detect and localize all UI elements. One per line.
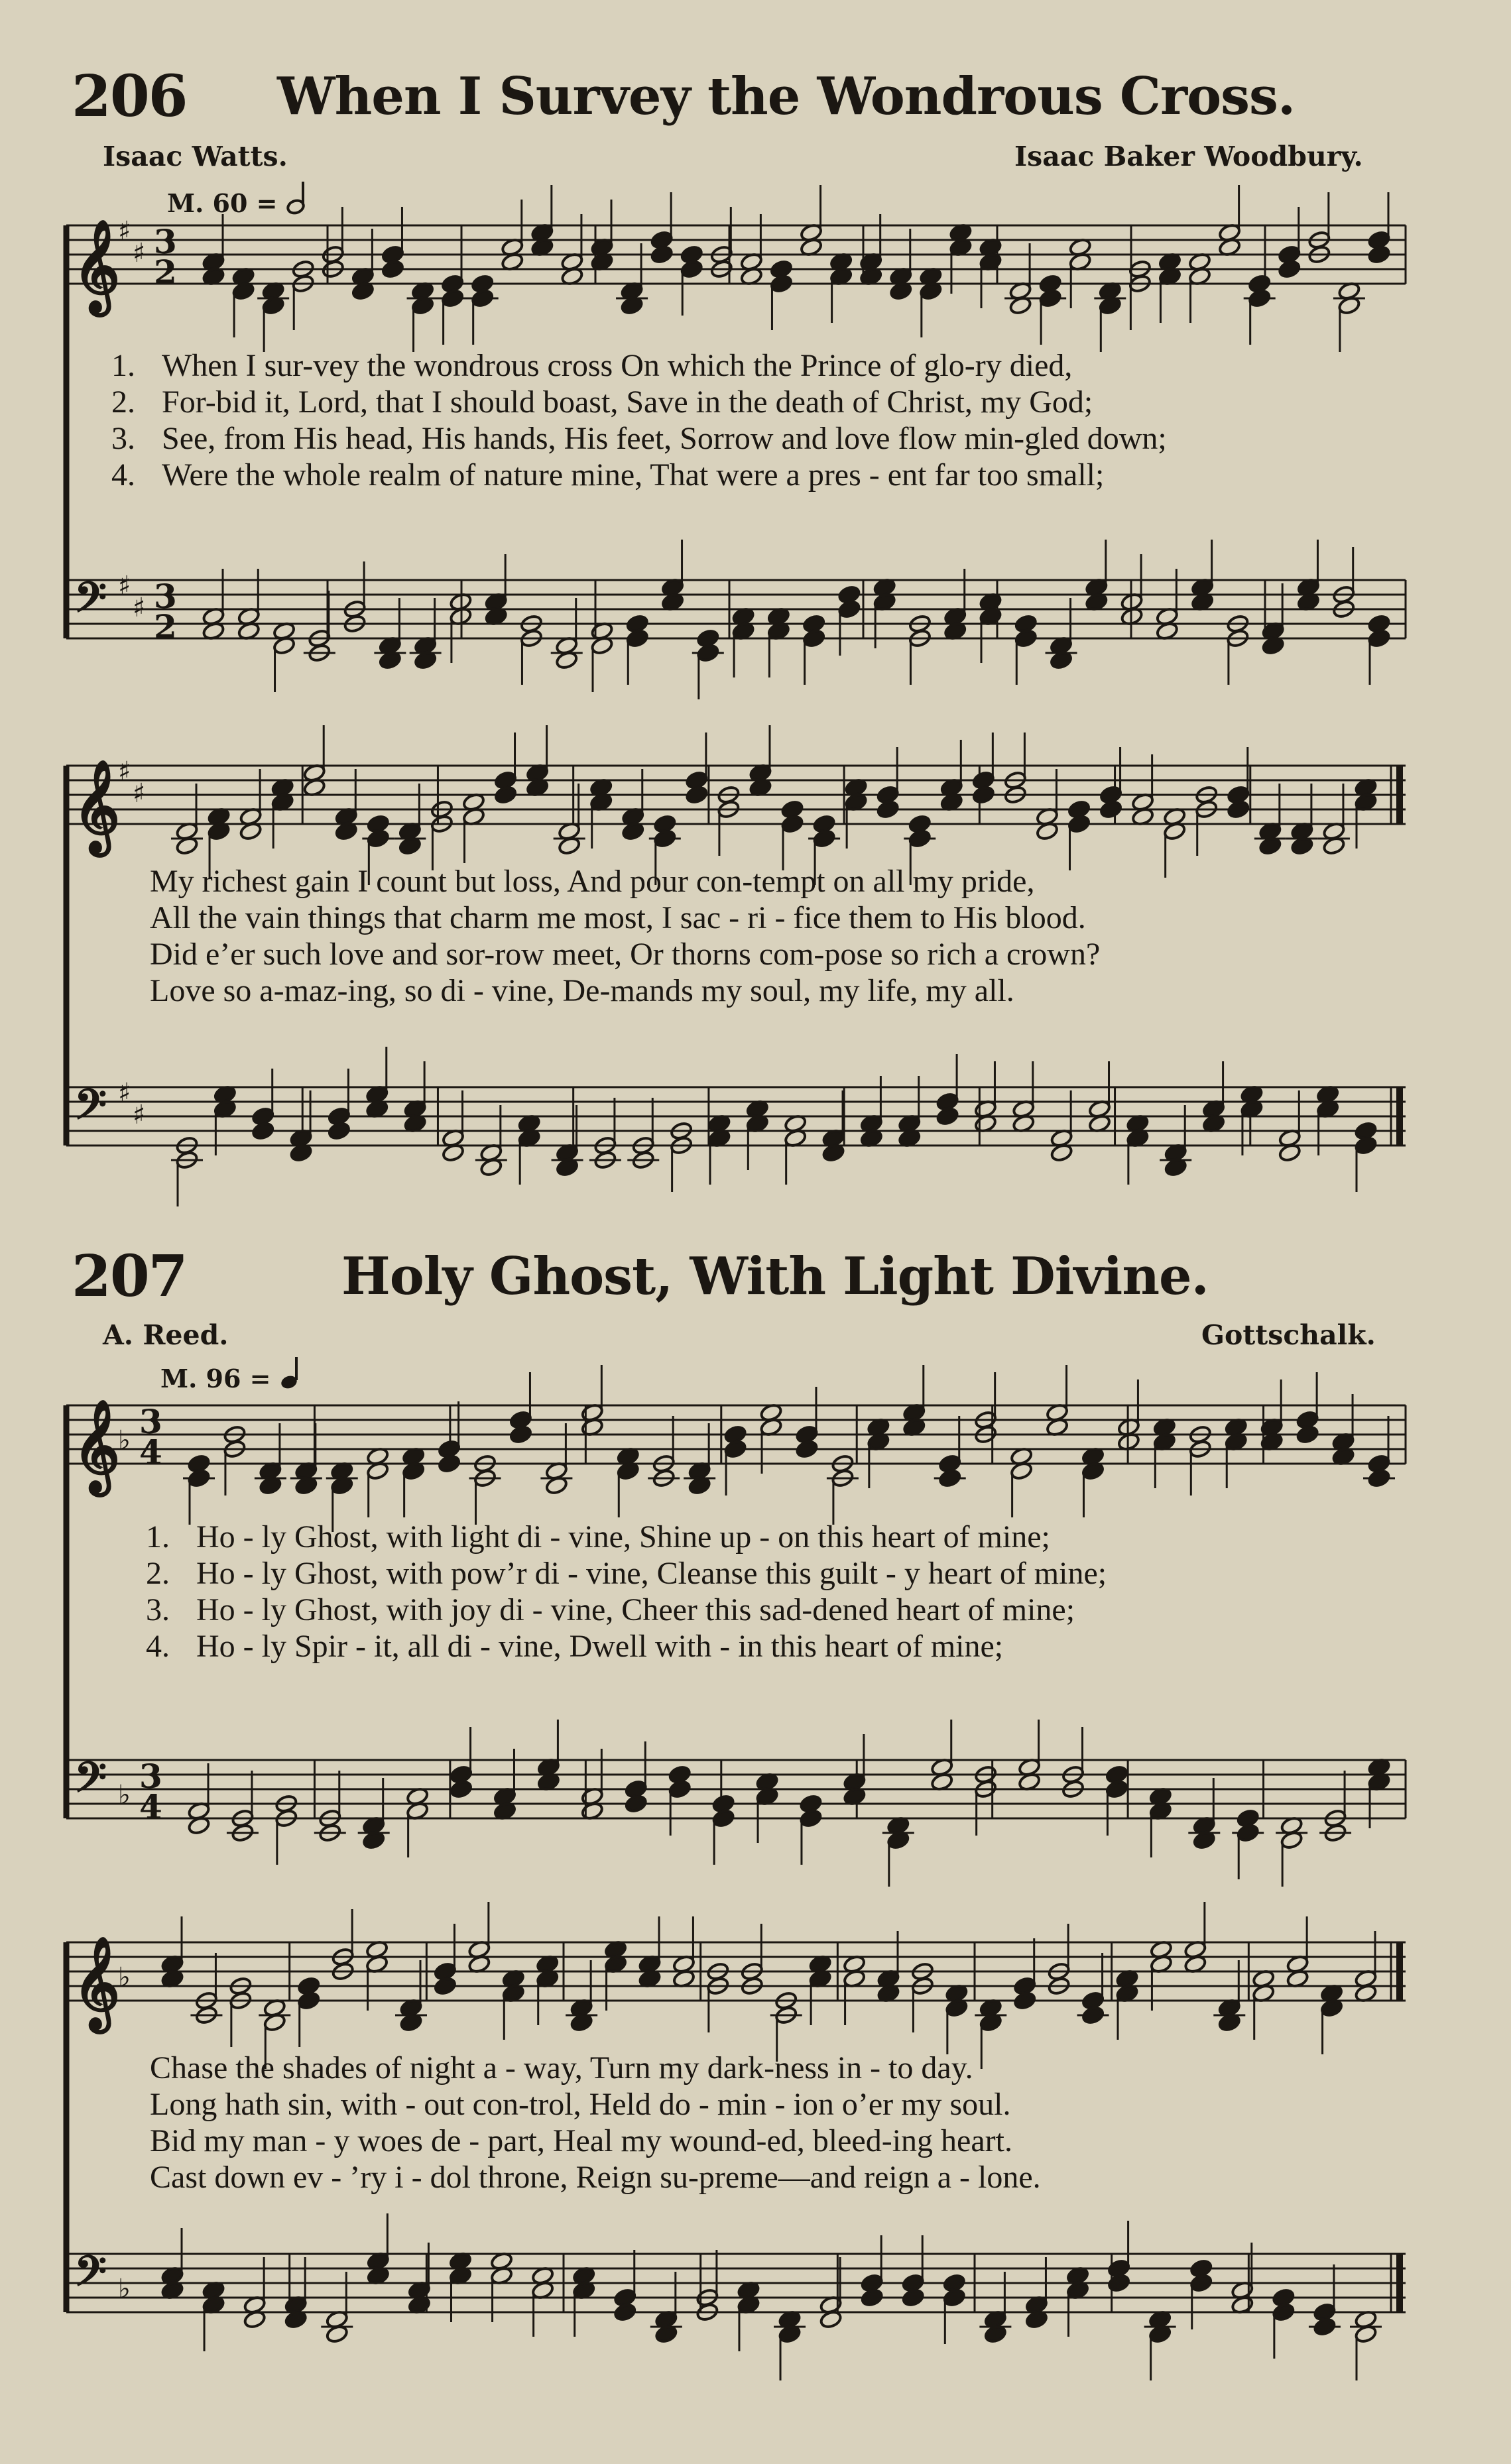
time-signature-top: 3: [139, 1402, 162, 1441]
lyric-line: Love so a-maz-ing, so di - vine, De-mands my soul, my life, my all.: [150, 973, 1014, 1008]
time-signature-top: 3: [154, 222, 177, 261]
lyric-text: For-bid it, Lord, that I should boast, Save in the death of Christ, my God;: [162, 384, 1093, 420]
note-head: [650, 245, 674, 264]
note-head: [780, 814, 804, 834]
hymn-number: 206: [72, 63, 187, 130]
verse-number: 4.: [111, 457, 135, 493]
sharp-icon: ♯: [118, 215, 131, 247]
note-head: [861, 2288, 884, 2308]
note-head: [450, 1779, 473, 1799]
lyric-line: Cast down ev - ’ry i - dol throne, Reign su-preme—and reign a - lone.: [150, 2160, 1041, 2195]
lyric-text: Were the whole realm of nature mine, That were a pres - ent far too small;: [162, 457, 1105, 493]
verse-number: 3.: [111, 421, 135, 456]
verse-number: 1.: [146, 1519, 170, 1555]
note-head: [943, 2288, 966, 2308]
note-head: [251, 1121, 274, 1141]
treble-staff: [66, 739, 1406, 872]
note-head: [1105, 1779, 1128, 1799]
note-head: [685, 785, 708, 805]
hymn-title: Holy Ghost, With Light Divine.: [341, 1246, 1209, 1307]
bass-clef-icon: 𝄢: [74, 2247, 107, 2306]
note-head: [1099, 799, 1122, 819]
lyric-line: Long hath sin, with - out con-trol, Held do - min - ion o’er my soul.: [150, 2087, 1011, 2122]
treble-staff: [66, 1916, 1406, 2048]
treble-staff: [66, 1379, 1406, 1511]
treble-clef-icon: 𝄞: [73, 1936, 120, 2029]
flat-icon: ♭: [118, 2273, 131, 2304]
verse-number: 2.: [146, 1556, 170, 1591]
lyric-text: Ho - ly Ghost, with pow’r di - vine, Cleanse this guilt - y heart of mine;: [196, 1556, 1107, 1591]
bass-staff: [66, 1061, 1406, 1193]
note-head: [1272, 2302, 1295, 2322]
sharp-icon: ♯: [133, 592, 146, 623]
note-head: [711, 1808, 735, 1828]
note-head: [625, 1794, 648, 1814]
bass-clef-icon: 𝄢: [74, 1753, 107, 1812]
lyric-text: When I sur-vey the wondrous cross On which the Prince of glo-ry died,: [162, 348, 1073, 383]
lyric-line: [111, 384, 1093, 420]
lyric-line: [146, 1519, 1050, 1555]
note-head: [613, 2302, 636, 2322]
lyric-line: [111, 348, 1072, 384]
note-head: [680, 259, 703, 279]
note-head: [1278, 259, 1301, 279]
note-head: [770, 274, 793, 294]
note-head: [876, 799, 900, 819]
lyric-text: Ho - ly Spir - it, all di - vine, Dwell with - in this heart of mine;: [196, 1629, 1004, 1664]
note-head: [1013, 1991, 1036, 2011]
note-head: [1067, 814, 1091, 834]
hymn-number: 207: [72, 1243, 187, 1310]
time-signature-bottom: 2: [154, 607, 177, 646]
verse-number: 3.: [146, 1592, 170, 1627]
bass-staff: [66, 554, 1406, 686]
note-head: [626, 628, 649, 648]
lyricist-credit: A. Reed.: [103, 1319, 229, 1351]
treble-clef-icon: 𝄞: [73, 1399, 120, 1492]
bass-staff: [66, 1733, 1406, 1866]
note-head: [328, 1121, 351, 1141]
verse-number: 2.: [111, 384, 135, 420]
treble-staff: [66, 199, 1406, 331]
note-head: [494, 785, 517, 805]
note-head: [297, 1991, 320, 2011]
time-signature-bottom: 2: [154, 253, 177, 292]
bass-staff: [66, 2227, 1406, 2360]
note-head: [1014, 628, 1038, 648]
time-signature-top: 3: [154, 577, 177, 616]
lyric-text: Ho - ly Ghost, with light di - vine, Shine up - on this heart of mine;: [196, 1519, 1050, 1555]
note-head: [438, 1454, 461, 1474]
note-head: [723, 1439, 747, 1459]
lyric-line: [146, 1556, 1107, 1592]
lyric-line: [111, 421, 1167, 457]
composer-credit: Gottschalk.: [1201, 1319, 1376, 1351]
flat-icon: ♭: [118, 1425, 131, 1456]
note-head: [1354, 1136, 1377, 1155]
note-head: [799, 1808, 822, 1828]
time-signature-top: 3: [139, 1757, 162, 1796]
lyric-line: Did e’er such love and sor-row meet, Or thorns com-pose so rich a crown?: [150, 937, 1101, 972]
note-head: [837, 599, 861, 619]
note-head: [902, 2288, 925, 2308]
bass-clef-icon: 𝄢: [74, 1080, 107, 1139]
note-head: [795, 1439, 818, 1459]
lyric-line: [111, 457, 1104, 493]
lyric-line: [146, 1629, 1003, 1665]
lyric-line: Bid my man - y woes de - part, Heal my wound-ed, bleed-ing heart.: [150, 2123, 1012, 2158]
note-head: [434, 1976, 457, 1996]
note-head: [936, 1106, 959, 1126]
sharp-icon: ♯: [118, 1077, 131, 1108]
time-signature-bottom: 4: [139, 1787, 162, 1826]
note-head: [1189, 2273, 1213, 2293]
time-signature-bottom: 4: [139, 1433, 162, 1472]
lyric-text: See, from His head, His hands, His feet, Sorrow and love flow min-gled down;: [162, 421, 1167, 456]
sharp-icon: ♯: [118, 756, 131, 787]
lyricist-credit: Isaac Watts.: [103, 141, 288, 172]
note-head: [972, 785, 995, 805]
flat-icon: ♭: [118, 1962, 131, 1993]
note-head: [668, 1779, 692, 1799]
note-head: [1296, 1425, 1319, 1444]
lyric-text: Ho - ly Ghost, with joy di - vine, Cheer this sad-dened heart of mine;: [196, 1592, 1075, 1627]
lyric-line: Chase the shades of night a - way, Turn my dark-ness in - to day.: [150, 2050, 973, 2085]
hymn-title: When I Survey the Wondrous Cross.: [277, 66, 1296, 127]
sharp-icon: ♯: [133, 1099, 146, 1130]
tempo-text: M. 96 =: [160, 1364, 271, 1393]
lyric-line: My richest gain I count but loss, And pour con-tempt on all my pride,: [150, 864, 1035, 899]
sharp-icon: ♯: [133, 237, 146, 268]
bass-clef-icon: 𝄢: [74, 573, 107, 632]
verse-number: 1.: [111, 348, 135, 383]
tempo-text: M. 60 =: [167, 188, 278, 218]
verse-number: 4.: [146, 1629, 170, 1664]
sharp-icon: ♯: [118, 570, 131, 601]
treble-clef-icon: 𝄞: [73, 759, 120, 852]
lyric-line: [146, 1592, 1075, 1628]
note-head: [802, 628, 825, 648]
note-head: [1367, 245, 1390, 264]
flat-icon: ♭: [118, 1779, 131, 1810]
note-head: [381, 259, 404, 279]
composer-credit: Isaac Baker Woodbury.: [1014, 141, 1363, 172]
note-head: [1367, 628, 1390, 648]
note-head: [1227, 799, 1250, 819]
lyric-line: All the vain things that charm me most, I sac - ri - fice them to His blood.: [150, 900, 1086, 935]
treble-clef-icon: 𝄞: [73, 219, 120, 312]
note-head: [509, 1425, 532, 1444]
sharp-icon: ♯: [133, 778, 146, 809]
